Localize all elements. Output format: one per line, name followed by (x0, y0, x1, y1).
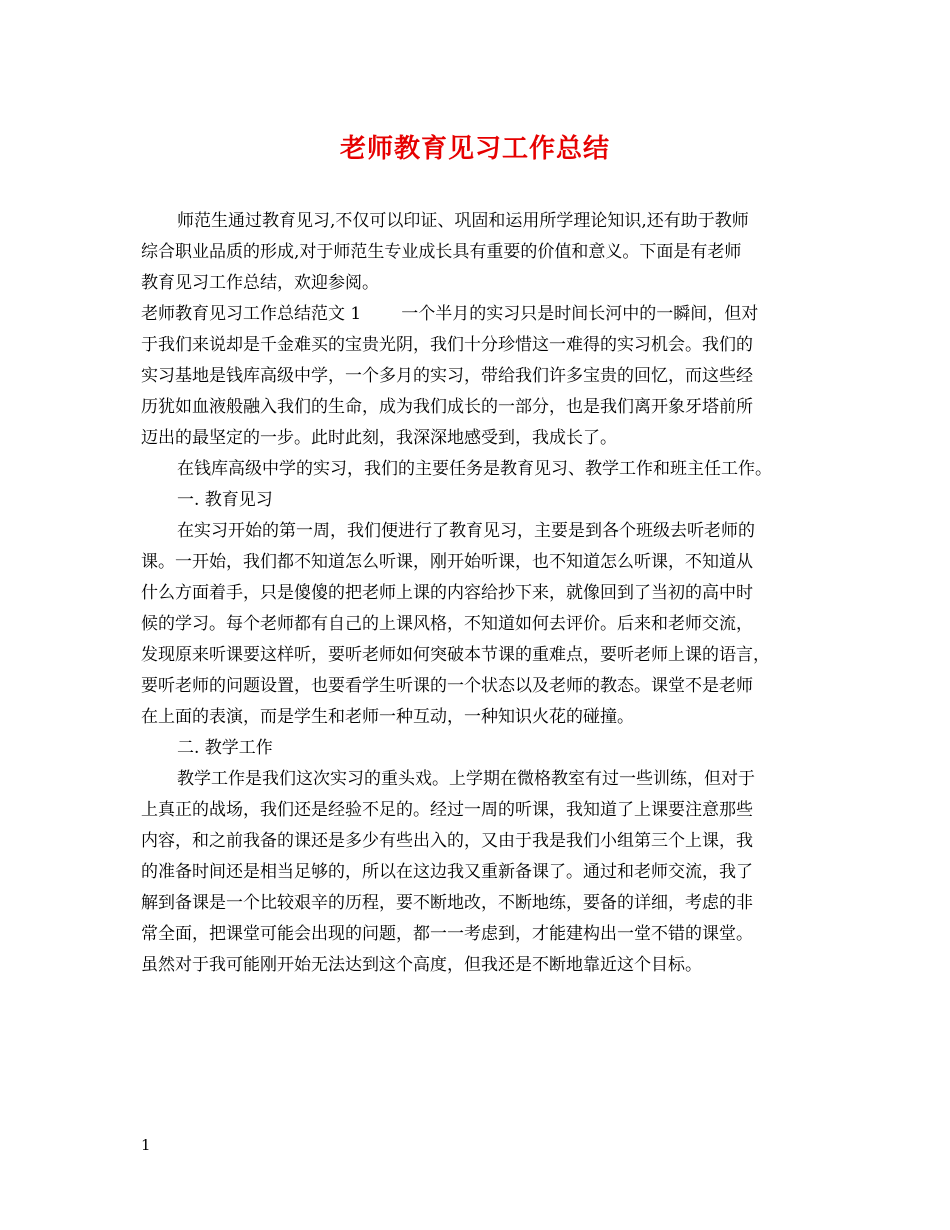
page-number: 1 (141, 1136, 151, 1154)
paragraph-line: 教育见习工作总结，欢迎参阅。 (141, 273, 379, 293)
paragraph-text: 一个半月的实习只是时间长河中的一瞬间，但对 (401, 304, 759, 324)
paragraph-line: 于我们来说却是千金难买的宝贵光阴，我们十分珍惜这一难得的实习机会。我们的 (141, 335, 753, 355)
paragraph-line: 要听老师的问题设置，也要看学生听课的一个状态以及老师的教态。课堂不是老师 (141, 676, 753, 696)
document-body (141, 206, 821, 981)
paragraph-line: 候的学习。每个老师都有自己的上课风格，不知道如何去评价。后来和老师交流， (141, 614, 753, 634)
section-heading: 二. 教学工作 (177, 738, 273, 758)
paragraph-line: 实习基地是钱库高级中学，一个多月的实习，带给我们许多宝贵的回忆，而这些经 (141, 366, 753, 386)
paragraph-line: 什么方面着手，只是傻傻的把老师上课的内容给抄下来，就像回到了当初的高中时 (141, 583, 753, 603)
paragraph-line: 在实习开始的第一周，我们便进行了教育见习，主要是到各个班级去听老师的 (177, 521, 755, 541)
paragraph-line: 内容，和之前我备的课还是多少有些出入的，又由于我是我们小组第三个上课，我 (141, 831, 753, 851)
paragraph-line: 的准备时间还是相当足够的，所以在这边我又重新备课了。通过和老师交流，我了 (141, 862, 753, 882)
paragraph-line: 综合职业品质的形成,对于师范生专业成长具有重要的价值和意义。下面是有老师 (141, 242, 742, 262)
section-heading: 一. 教育见习 (177, 490, 273, 510)
paragraph-line: 在钱库高级中学的实习，我们的主要任务是教育见习、教学工作和班主任工作。 (177, 459, 772, 479)
document-title: 老师教育见习工作总结 (339, 134, 610, 164)
paragraph-line: 师范生通过教育见习,不仅可以印证、巩固和运用所学理论知识,还有助于教师 (177, 211, 749, 231)
section-heading-sample: 老师教育见习工作总结范文 1 (141, 304, 362, 324)
paragraph-line: 常全面，把课堂可能会出现的问题，都一一考虑到，才能建构出一堂不错的课堂。 (141, 924, 753, 944)
paragraph-line: 解到备课是一个比较艰辛的历程，要不断地改，不断地练，要备的详细，考虑的非 (141, 893, 753, 913)
paragraph-line: 发现原来听课要这样听，要听老师如何突破本节课的重难点，要听老师上课的语言， (141, 645, 770, 665)
paragraph-line (141, 299, 821, 330)
paragraph-line: 历犹如血液般融入我们的生命，成为我们成长的一部分，也是我们离开象牙塔前所 (141, 397, 753, 417)
paragraph-line: 虽然对于我可能刚开始无法达到这个高度，但我还是不断地靠近这个目标。 (141, 955, 702, 975)
paragraph-line: 迈出的最坚定的一步。此时此刻，我深深地感受到，我成长了。 (141, 428, 617, 448)
paragraph-line: 在上面的表演，而是学生和老师一种互动，一种知识火花的碰撞。 (141, 707, 634, 727)
paragraph-line: 课。一开始，我们都不知道怎么听课，刚开始听课，也不知道怎么听课，不知道从 (141, 552, 753, 572)
paragraph-line: 上真正的战场，我们还是经验不足的。经过一周的听课，我知道了上课要注意那些 (141, 800, 753, 820)
paragraph-line: 教学工作是我们这次实习的重头戏。上学期在微格教室有过一些训练，但对于 (177, 769, 755, 789)
